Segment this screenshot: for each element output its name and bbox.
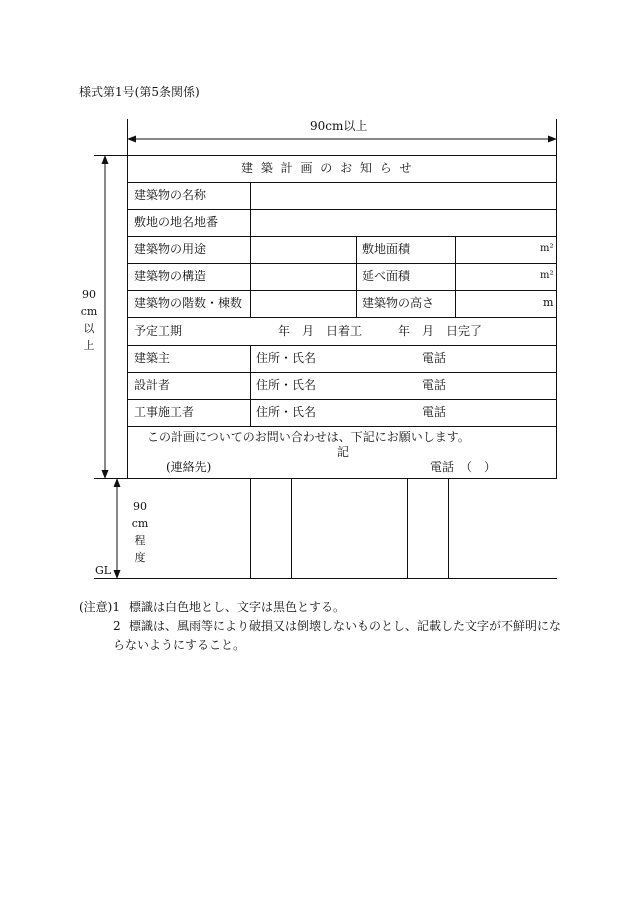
leg-dim-tei: 程	[134, 534, 146, 547]
height-dim-label	[79, 286, 99, 354]
row-floor-area-label: 延べ面積	[362, 269, 411, 283]
height-dim-bottom-tick	[94, 478, 127, 479]
note-2-line2: らないようにすること。	[113, 638, 246, 652]
form-label: 様式第1号(第5条関係)	[79, 85, 200, 99]
height-dim-jo: 上	[83, 339, 95, 352]
height-dim-top-tick	[94, 155, 127, 156]
row-designer-label: 設計者	[134, 378, 171, 392]
designer-address-label: 住所・氏名	[256, 378, 317, 392]
contact-phone: 電話 （ ）	[430, 460, 497, 474]
row-use-label: 建築物の用途	[134, 242, 207, 256]
floor-area-unit: m²	[540, 270, 554, 281]
ground-line	[127, 578, 557, 579]
leg-dimension-arrow	[112, 478, 122, 579]
height-dim-90: 90	[82, 288, 96, 301]
site-area-unit: m²	[540, 243, 554, 254]
note-2-number: 2	[113, 619, 121, 633]
notes-head: (注意)1	[79, 600, 120, 614]
note-1: 標識は白色地とし、文字は黒色とする。	[129, 600, 346, 614]
note-2-line1: 標識は、風雨等により破損又は倒壊しないものとし、記載した文字が不鮮明にな	[129, 619, 562, 633]
row-height-label: 建築物の高さ	[362, 296, 435, 310]
height-dimension-arrow	[100, 155, 110, 479]
designer-phone-label: 電話	[422, 378, 447, 392]
contractor-address-label: 住所・氏名	[256, 405, 317, 419]
row-contractor-label: 工事施工者	[134, 405, 195, 419]
leg-dim-cm: cm	[131, 517, 149, 530]
ground-tick	[94, 578, 127, 579]
sign-title: 建 築 計 画 の お 知 ら せ	[241, 161, 414, 175]
height-dim-i: 以	[83, 322, 95, 335]
ground-label: GL	[95, 564, 112, 577]
schedule-value: 年 月 日着工 年 月 日完了	[278, 324, 483, 338]
owner-address-label: 住所・氏名	[256, 351, 317, 365]
width-dim-label: 90cm以上	[310, 119, 368, 133]
leg-dim-label	[130, 498, 150, 566]
contact-label: (連絡先)	[166, 460, 212, 474]
row-name-label: 建築物の名称	[134, 188, 207, 202]
row-schedule-label: 予定工期	[134, 324, 183, 338]
row-site-area-label: 敷地面積	[362, 242, 411, 256]
row-floors-label: 建築物の階数・棟数	[134, 296, 243, 310]
contractor-phone-label: 電話	[422, 405, 447, 419]
inquiry-text: この計画についてのお問い合わせは、下記にお願いします。	[147, 430, 470, 444]
width-dimension-arrow	[127, 134, 557, 144]
height-dim-cm: cm	[80, 305, 98, 318]
leg-dim-90: 90	[133, 500, 147, 513]
height-unit: m	[543, 296, 554, 309]
leg-dim-do: 度	[134, 551, 146, 564]
row-address-label: 敷地の地名地番	[134, 215, 219, 229]
owner-phone-label: 電話	[422, 351, 447, 365]
row-owner-label: 建築主	[134, 351, 171, 365]
ki-label: 記	[337, 445, 350, 459]
row-structure-label: 建築物の構造	[134, 269, 207, 283]
